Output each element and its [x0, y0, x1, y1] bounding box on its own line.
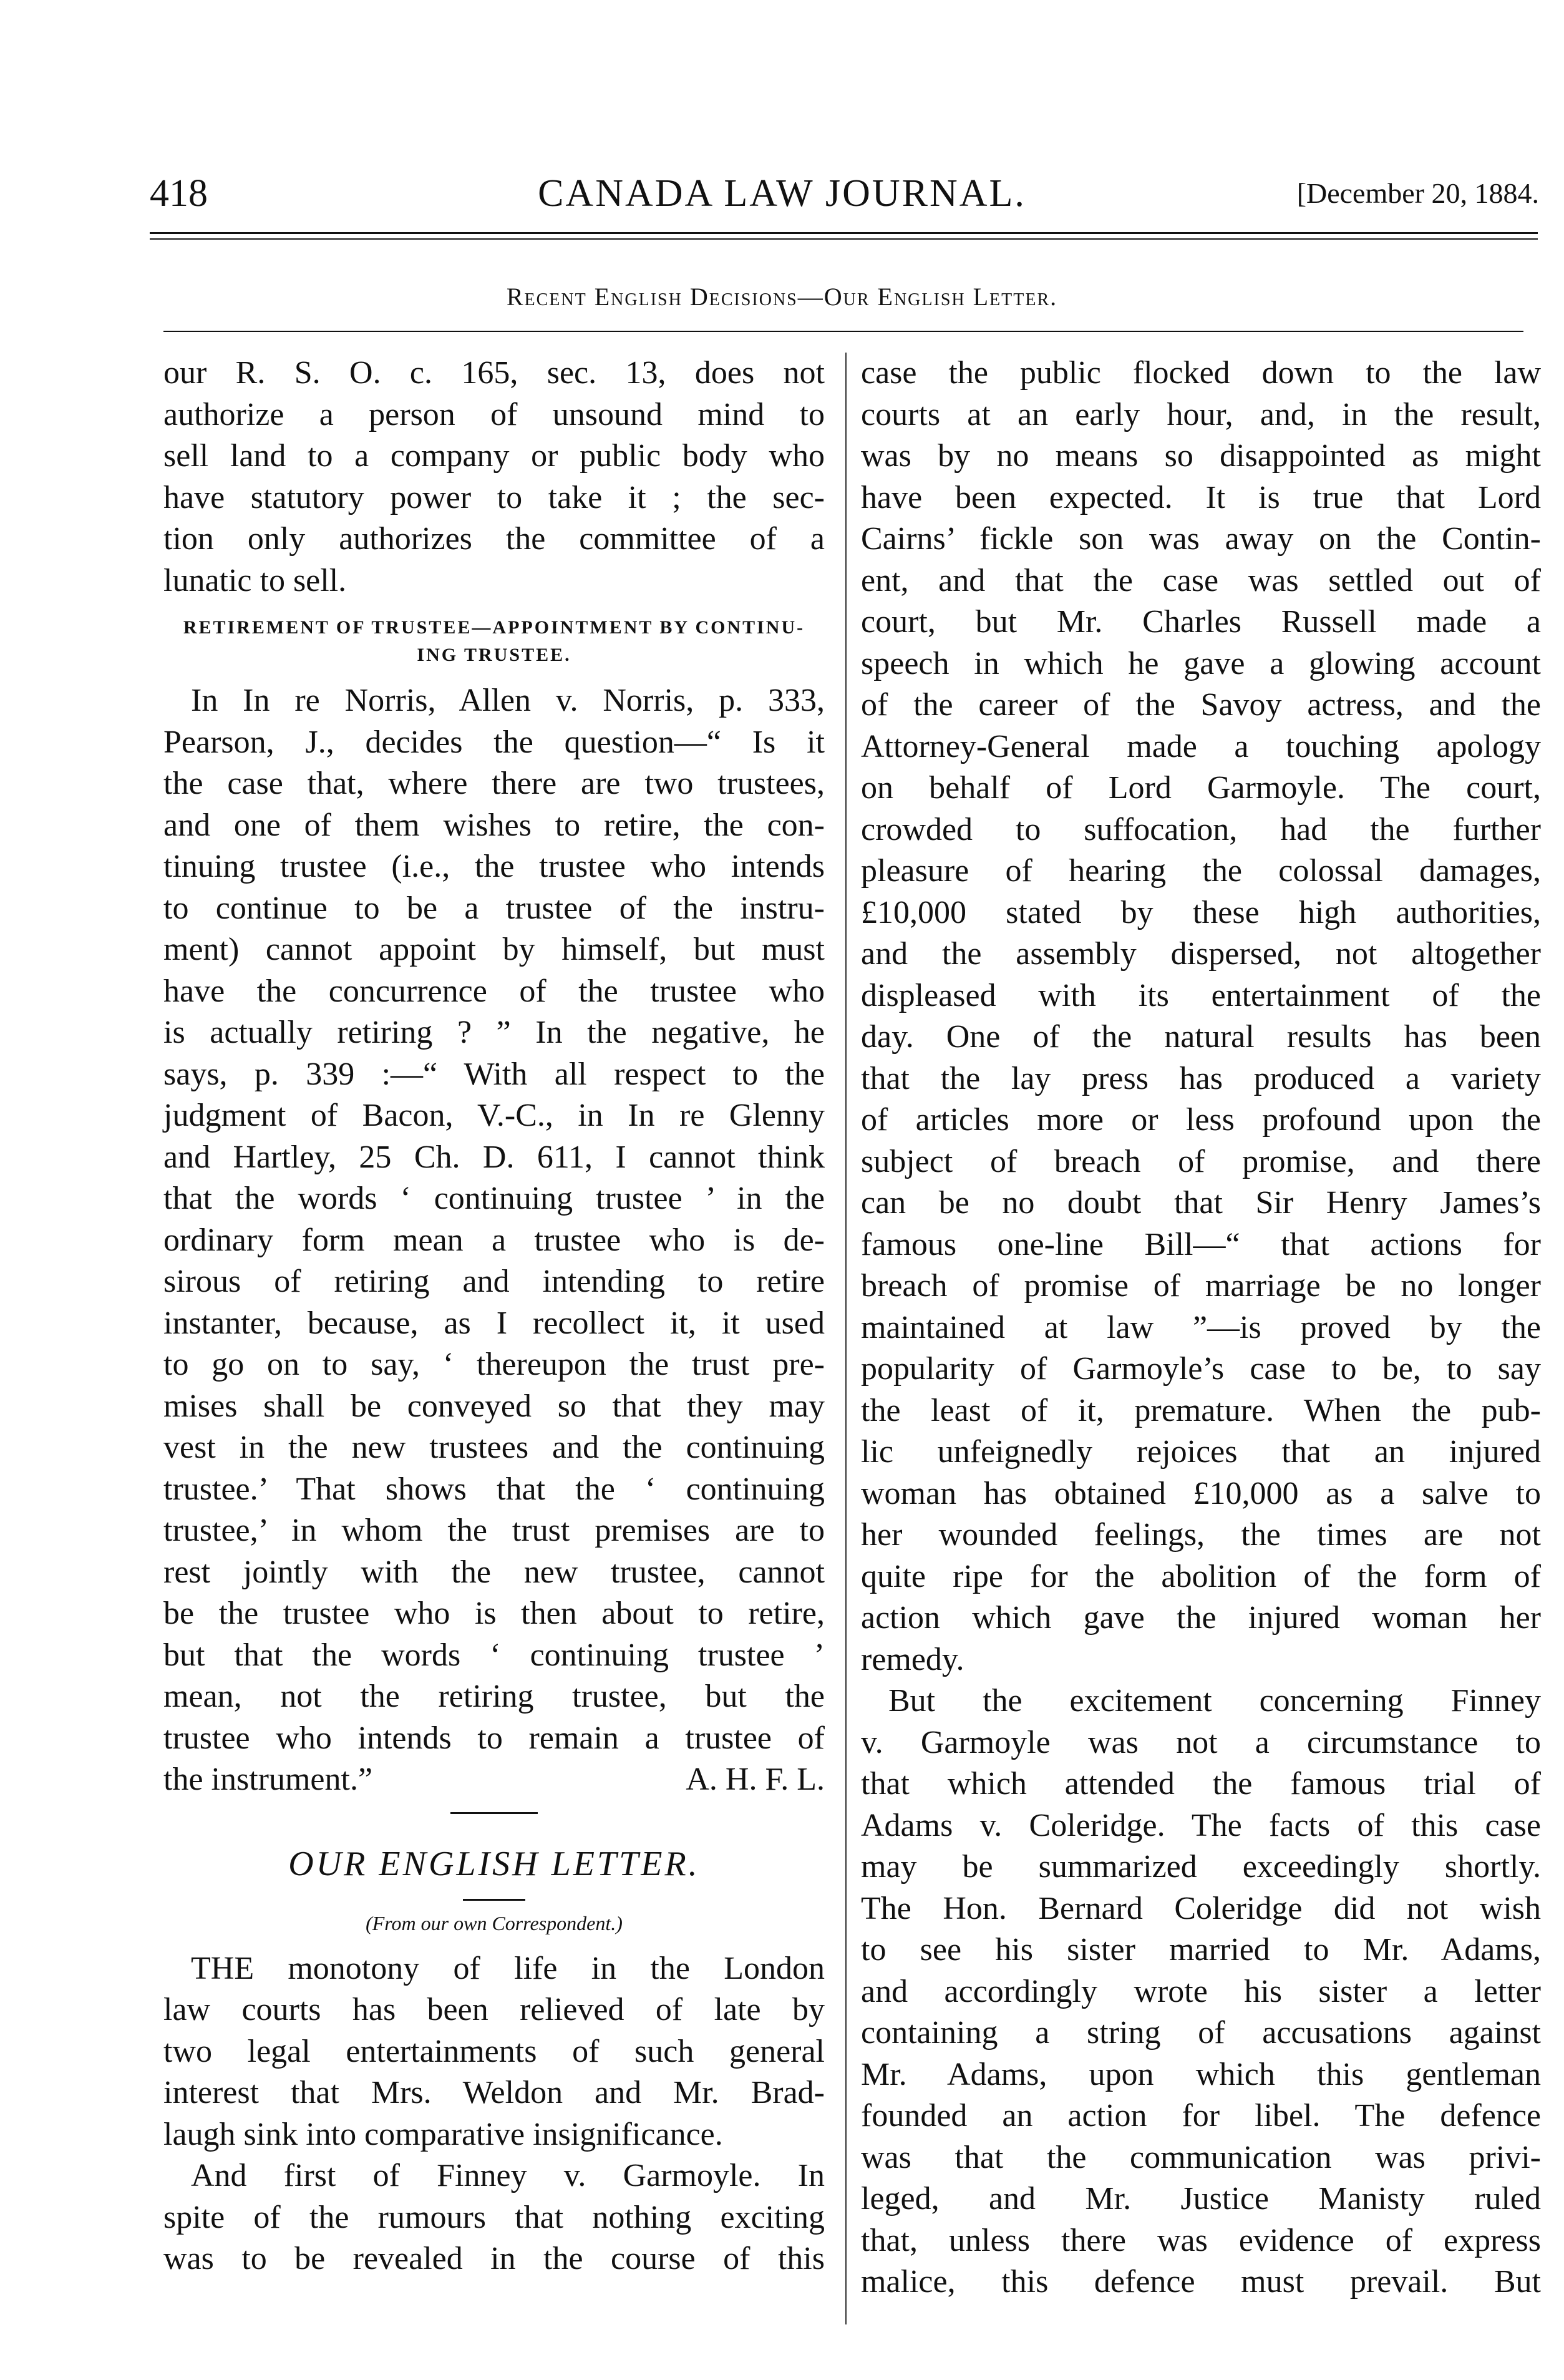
text-line: containing a string of accusations against — [861, 2015, 1541, 2051]
text-line: was to be revealed in the course of this — [163, 2241, 825, 2276]
left-top-paragraph — [163, 353, 825, 602]
section-divider — [450, 1812, 538, 1814]
text-line: of articles more or less profound upon the — [861, 1102, 1541, 1138]
text-line: court, but Mr. Charles Russell made a — [861, 604, 1541, 640]
text-line: Mr. Adams, upon which this gentleman — [861, 2056, 1541, 2092]
text-line: £10,000 stated by these high authorities, — [861, 894, 1541, 930]
page-number: 418 — [150, 172, 208, 215]
text-line: Cairns’ fickle son was away on the Contin- — [861, 521, 1541, 557]
text-line: to go on to say, ‘ thereupon the trust pre- — [163, 1347, 825, 1382]
text-line: have statutory power to take it ; the sec- — [163, 479, 825, 515]
text-line: speech in which he gave a glowing account — [861, 645, 1541, 681]
text-line: founded an action for libel. The defence — [861, 2098, 1541, 2134]
text-line: and the assembly dispersed, not altogether — [861, 936, 1541, 972]
text-line: quite ripe for the abolition of the form of — [861, 1558, 1541, 1594]
text-line: to continue to be a trustee of the instru- — [163, 890, 825, 926]
author-signature: A. H. F. L. — [686, 1762, 825, 1797]
text-line: mean, not the retiring trustee, but the — [163, 1679, 825, 1714]
text-line: two legal entertainments of such general — [163, 2033, 825, 2069]
text-line: ordinary form mean a trustee who is de- — [163, 1222, 825, 1258]
text-line: tion only authorizes the committee of a — [163, 521, 825, 557]
text-line: but that the words ‘ continuing trustee ’ — [163, 1637, 825, 1673]
text-line: was that the communication was privi- — [861, 2139, 1541, 2175]
text-line: on behalf of Lord Garmoyle. The court, — [861, 770, 1541, 806]
text-line: says, p. 339 :—“ With all respect to the — [163, 1056, 825, 1092]
text-line: THE monotony of life in the London — [191, 1950, 825, 1986]
text-line: that the lay press has produced a variety — [861, 1060, 1541, 1096]
case-paragraph — [163, 680, 825, 1801]
text-line: the least of it, premature. When the pub- — [861, 1392, 1541, 1428]
text-line: lic unfeignedly rejoices that an injured — [861, 1434, 1541, 1470]
text-line: law courts has been relieved of late by — [163, 1992, 825, 2027]
text-line: But the excitement concerning Finney — [888, 1683, 1541, 1719]
text-line: popularity of Garmoyle’s case to be, to say — [861, 1351, 1541, 1387]
text-line: day. One of the natural results has been — [861, 1019, 1541, 1055]
text-line: trustee who intends to remain a trustee of — [163, 1720, 825, 1756]
text-line: sell land to a company or public body who — [163, 438, 825, 474]
text-line: ent, and that the case was settled out of — [861, 562, 1541, 598]
text-line: judgment of Bacon, V.-C., in In re Glenny — [163, 1098, 825, 1133]
header-rule-top — [150, 232, 1538, 234]
text-line: have the concurrence of the trustee who — [163, 973, 825, 1009]
text-line: and one of them wishes to retire, the con- — [163, 807, 825, 843]
text-line: The Hon. Bernard Coleridge did not wish — [861, 1890, 1541, 1926]
text-line: may be summarized exceedingly shortly. — [861, 1849, 1541, 1885]
text-line: have been expected. It is true that Lord — [861, 479, 1541, 515]
text-line: be the trustee who is then about to retire, — [163, 1596, 825, 1631]
text-line: authorize a person of unsound mind to — [163, 396, 825, 432]
text-line: action which gave the injured woman her — [861, 1600, 1541, 1636]
closing-quote-line: the instrument.” — [163, 1762, 373, 1797]
text-line: Pearson, J., decides the question—“ Is it — [163, 724, 825, 760]
journal-title: CANADA LAW JOURNAL. — [538, 172, 1026, 215]
text-line: famous one-line Bill—“ that actions for — [861, 1226, 1541, 1262]
text-line: lunatic to sell. — [163, 562, 347, 598]
column-divider — [845, 353, 847, 2324]
text-line: and Hartley, 25 Ch. D. 611, I cannot think — [163, 1139, 825, 1175]
issue-date: [December 20, 1884. — [1296, 177, 1539, 209]
text-line: And first of Finney v. Garmoyle. In — [191, 2158, 825, 2193]
text-line: to see his sister married to Mr. Adams, — [861, 1932, 1541, 1968]
text-line: woman has obtained £10,000 as a salve to — [861, 1475, 1541, 1511]
text-line: trustee.’ That shows that the ‘ continuing — [163, 1471, 825, 1507]
text-line: case the public flocked down to the law — [861, 355, 1541, 391]
text-line: crowded to suffocation, had the further — [861, 811, 1541, 847]
text-line: laugh sink into comparative insignificance. — [163, 2116, 723, 2152]
text-line: malice, this defence must prevail. But — [861, 2264, 1541, 2300]
text-line: that which attended the famous trial of — [861, 1766, 1541, 1802]
text-line: remedy. — [861, 1641, 964, 1677]
text-line: sirous of retiring and intending to retire — [163, 1264, 825, 1299]
text-line: of the career of the Savoy actress, and the — [861, 687, 1541, 723]
text-line: trustee,’ in whom the trust premises are to — [163, 1513, 825, 1548]
text-line: was by no means so disappointed as might — [861, 438, 1541, 474]
text-line: subject of breach of promise, and there — [861, 1143, 1541, 1179]
text-line: that the words ‘ continuing trustee ’ in the — [163, 1181, 825, 1216]
text-line: courts at an early hour, and, in the result, — [861, 396, 1541, 432]
subtitle-rule — [163, 331, 1523, 332]
text-line: v. Garmoyle was not a circumstance to — [861, 1724, 1541, 1760]
section-title: OUR ENGLISH LETTER. — [288, 1844, 700, 1883]
text-line: Attorney-General made a touching apology — [861, 728, 1541, 764]
text-line: can be no doubt that Sir Henry James’s — [861, 1185, 1541, 1221]
right-column — [861, 353, 1541, 2303]
text-line: mises shall be conveyed so that they may — [163, 1388, 825, 1424]
text-line: spite of the rumours that nothing exciting — [163, 2199, 825, 2235]
correspondent-note: (From our own Correspondent.) — [366, 1911, 623, 1934]
text-line: leged, and Mr. Justice Manisty ruled — [861, 2181, 1541, 2217]
text-line: the case that, where there are two trustees, — [163, 766, 825, 801]
text-line: displeased with its entertainment of the — [861, 977, 1541, 1013]
left-column — [163, 353, 825, 2280]
case-subheading: RETIREMENT OF TRUSTEE—APPOINTMENT BY CONTINU- — [183, 617, 805, 638]
text-line: breach of promise of marriage be no longer — [861, 1268, 1541, 1304]
text-line: Adams v. Coleridge. The facts of this case — [861, 1807, 1541, 1843]
text-line: is actually retiring ? ” In the negative, he — [163, 1015, 825, 1050]
text-line: In In re Norris, Allen v. Norris, p. 333, — [191, 683, 825, 718]
text-line: interest that Mrs. Weldon and Mr. Brad- — [163, 2075, 825, 2110]
text-line: rest jointly with the new trustee, cannot — [163, 1554, 825, 1590]
text-line: her wounded feelings, the times are not — [861, 1517, 1541, 1553]
title-divider — [463, 1899, 525, 1901]
text-line: that, unless there was evidence of express — [861, 2222, 1541, 2258]
text-line: maintained at law ”—is proved by the — [861, 1309, 1541, 1345]
case-subheading-cont: ING TRUSTEE. — [417, 645, 571, 665]
text-line-last — [163, 1759, 825, 1801]
text-line: ment) cannot appoint by himself, but must — [163, 932, 825, 967]
header-rule-bottom — [150, 238, 1538, 240]
text-line: instanter, because, as I recollect it, it used — [163, 1305, 825, 1341]
letter-paragraph — [163, 1948, 825, 2280]
text-line: tinuing trustee (i.e., the trustee who intends — [163, 849, 825, 884]
text-line: and accordingly wrote his sister a letter — [861, 1973, 1541, 2009]
section-subtitle: Recent English Decisions—Our English Letter. — [506, 283, 1058, 311]
text-line: vest in the new trustees and the continuing — [163, 1430, 825, 1465]
text-line: our R. S. O. c. 165, sec. 13, does not — [163, 355, 825, 391]
text-line: pleasure of hearing the colossal damages, — [861, 853, 1541, 889]
